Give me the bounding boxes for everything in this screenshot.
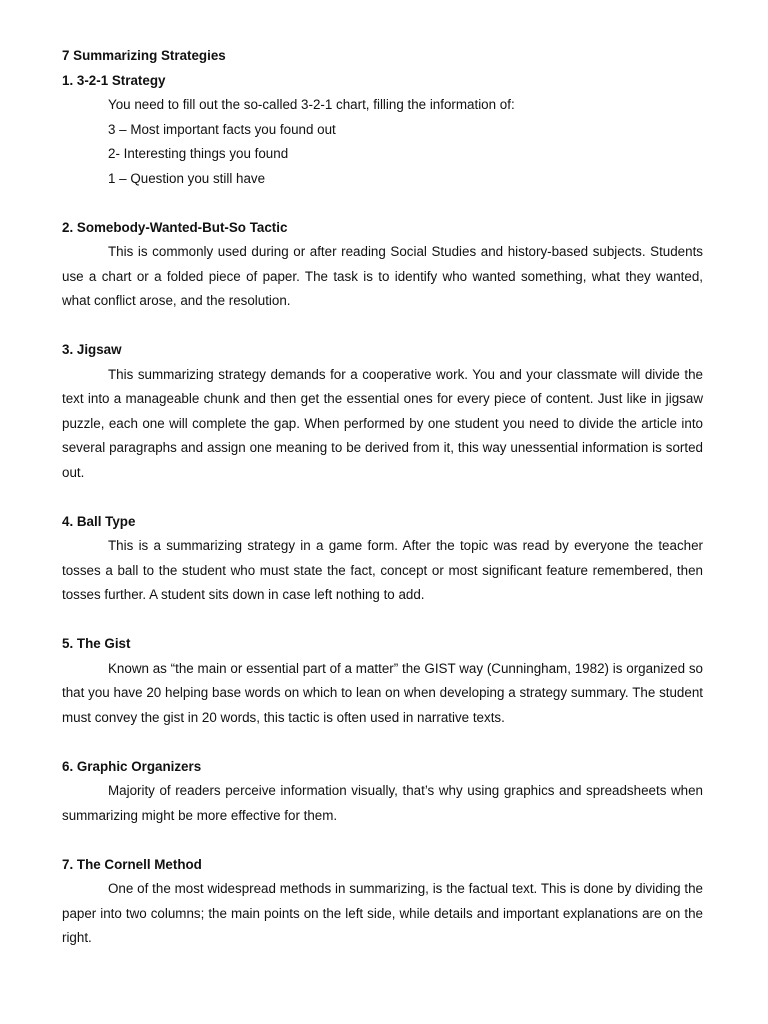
section-paragraph: This is a summarizing strategy in a game form. After the topic was read by everyone the teacher tosses a ball to the student who must state the fact, concept or most significant feature remembered, then tosses further. A student sits down in case left nothing to add. <box>62 538 703 602</box>
section-heading: 2. Somebody-Wanted-But-So Tactic <box>62 219 288 235</box>
document-title: 7 Summarizing Strategies <box>62 48 226 63</box>
section-heading: 5. The Gist <box>62 636 131 651</box>
section-intro-line: You need to fill out the so-called 3-2-1 chart, filling the information of: <box>108 97 515 112</box>
section-heading: 3. Jigsaw <box>62 342 122 357</box>
section-cornell-method <box>62 853 703 951</box>
document-page <box>62 44 703 975</box>
list-item: 2- Interesting things you found <box>108 146 289 161</box>
section-paragraph: One of the most widespread methods in summarizing, is the factual text. This is done by dividing the paper into two columns; the main points on the left side, while details and important explanations are on the right. <box>62 881 703 945</box>
section-heading: 7. The Cornell Method <box>62 856 202 872</box>
section-paragraph: This summarizing strategy demands for a cooperative work. You and your classmate will divide the text into a manageable chunk and then get the essential ones for every piece of content. Just like in jigsaw puzzle, each one will complete the gap. When performed by one student you need to divide the article into several paragraphs and assign one meaning to be derived from it, this way unessential information is sorted out. <box>62 366 703 480</box>
section-somebody-wanted-but-so <box>62 216 703 314</box>
list-item: 1 – Question you still have <box>108 170 266 186</box>
section-paragraph: Majority of readers perceive information visually, that’s why using graphics and spreadsheets when summarizing might be more effective for them. <box>62 783 703 823</box>
section-paragraph: This is commonly used during or after reading Social Studies and history-based subjects. Students use a chart or a folded piece of paper. The task is to identify who wanted something, what they wanted, what conflict arose, and the resolution. <box>62 244 703 308</box>
section-paragraph: Known as “the main or essential part of a matter” the GIST way (Cunningham, 1982) is organized so that you have 20 helping base words on which to lean on when developing a strategy summary. The student must convey the gist in 20 words, this tactic is often used in narrative texts. <box>62 660 703 725</box>
section-3-2-1-strategy <box>62 69 703 192</box>
section-the-gist <box>62 632 703 730</box>
section-heading: 1. 3-2-1 Strategy <box>62 72 166 88</box>
section-heading: 4. Ball Type <box>62 513 136 529</box>
section-jigsaw <box>62 338 703 485</box>
section-ball-type <box>62 510 703 608</box>
section-heading: 6. Graphic Organizers <box>62 758 202 774</box>
list-item: 3 – Most important facts you found out <box>108 121 336 137</box>
section-graphic-organizers <box>62 755 703 829</box>
